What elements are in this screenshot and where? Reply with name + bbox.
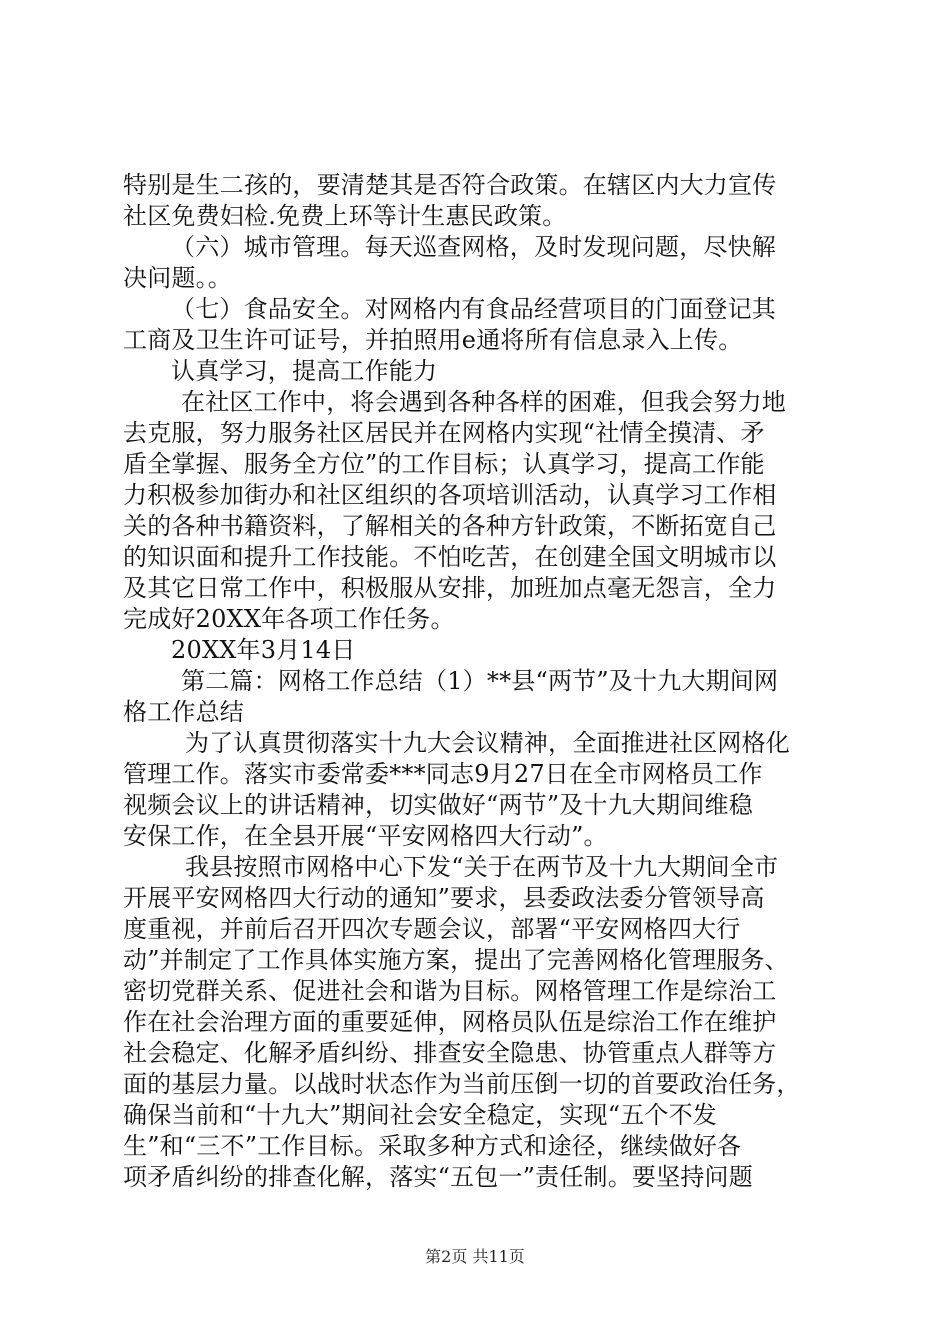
text-line: 社会稳定、化解矛盾纠纷、排查安全隐患、协管重点人群等方 xyxy=(123,1039,777,1067)
text-line: 为了认真贯彻落实十九大会议精神，全面推进社区网格化 xyxy=(185,729,790,757)
section-title: 第二篇：网格工作总结（1）**县“两节”及十九大期间网 xyxy=(181,667,779,695)
text-line: 在社区工作中，将会遇到各种各样的困难，但我会努力地 xyxy=(181,388,786,416)
text-line: 面的基层力量。以战时状态作为当前压倒一切的首要政治任务， xyxy=(123,1070,801,1098)
section-heading: 认真学习，提高工作能力 xyxy=(171,357,438,385)
text-line: （六）城市管理。每天巡查网格，及时发现问题，尽快解 xyxy=(171,233,776,261)
text-line: 特别是生二孩的，要清楚其是否符合政策。在辖区内大力宣传 xyxy=(123,171,777,199)
text-line: 项矛盾纠纷的排查化解，落实“五包一”责任制。要坚持问题 xyxy=(123,1163,753,1191)
text-line: 关的各种书籍资料，了解相关的各种方针政策，不断拓宽自己 xyxy=(123,512,777,540)
text-line: 去克服，努力服务社区居民并在网格内实现“社情全摸清、矛 xyxy=(123,419,765,447)
text-line: 开展平安网格四大行动的通知”要求，县委政法委分管领导高 xyxy=(123,884,765,912)
text-line: 决问题。。 xyxy=(123,264,232,292)
text-line: 的知识面和提升工作技能。不怕吃苦，在创建全国文明城市以 xyxy=(123,543,777,571)
text-line: 密切党群关系、促进社会和谐为目标。网格管理工作是综治工 xyxy=(123,977,777,1005)
text-line: 完成好20XX年各项工作任务。 xyxy=(123,605,455,633)
page-number-footer: 第2页 共11页 xyxy=(425,1247,525,1266)
text-line: 盾全掌握、服务全方位”的工作目标；认真学习，提高工作能 xyxy=(123,450,765,478)
text-line: 格工作总结 xyxy=(123,698,244,726)
text-line: 生”和“三不”工作目标。采取多种方式和途径，继续做好各 xyxy=(123,1132,742,1160)
document-body xyxy=(123,170,833,1193)
text-line: 作在社会治理方面的重要延伸，网格员队伍是综治工作在维护 xyxy=(123,1008,777,1036)
text-line: 我县按照市网格中心下发“关于在两节及十九大期间全市 xyxy=(185,853,779,881)
text-line: 动”并制定了工作具体实施方案，提出了完善网格化管理服务、 xyxy=(123,946,789,974)
text-line: 安保工作，在全县开展“平安网格四大行动”。 xyxy=(123,822,608,850)
text-line: 及其它日常工作中，积极服从安排，加班加点毫无怨言，全力 xyxy=(123,574,777,602)
text-line: 工商及卫生许可证号，并拍照用e通将所有信息录入上传。 xyxy=(123,326,743,354)
text-line: 视频会议上的讲话精神，切实做好“两节”及十九大期间维稳 xyxy=(123,791,753,819)
date-line: 20XX年3月14日 xyxy=(171,636,356,664)
text-line: 力积极参加街办和社区组织的各项培训活动，认真学习工作相 xyxy=(123,481,777,509)
text-line: 管理工作。落实市委常委***同志9月27日在全市网格员工作 xyxy=(123,760,763,788)
text-line: 社区免费妇检.免费上环等计生惠民政策。 xyxy=(123,202,567,230)
text-line: （七）食品安全。对网格内有食品经营项目的门面登记其 xyxy=(171,295,776,323)
text-line: 度重视，并前后召开四次专题会议，部署“平安网格四大行 xyxy=(123,915,741,943)
text-line: 确保当前和“十九大”期间社会安全稳定，实现“五个不发 xyxy=(123,1101,718,1129)
